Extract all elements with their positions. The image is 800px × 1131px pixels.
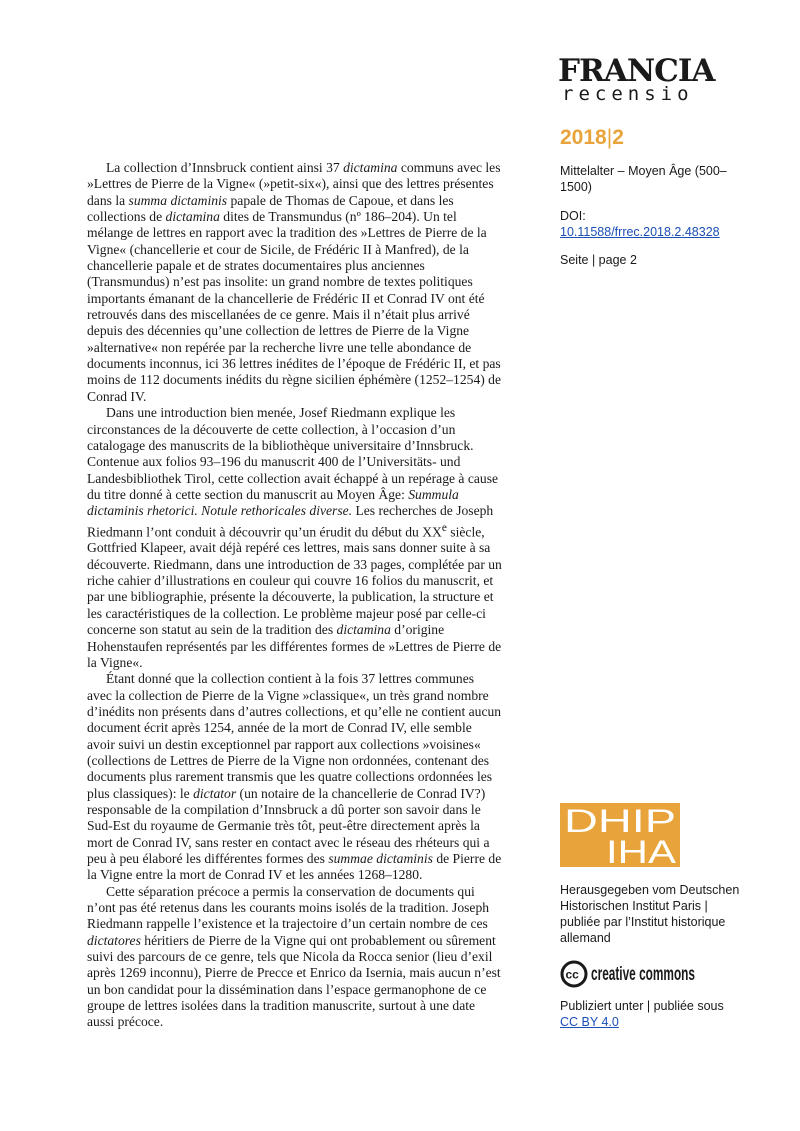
dhi-logo-top: DHIP bbox=[564, 803, 676, 839]
publisher-note: Herausgegeben vom Deutschen Historischen Institut Paris | publiée par l’Institut historique allemand bbox=[560, 883, 740, 945]
paragraph-3: Étant donné que la collection contient à la fois 37 lettres communes avec la collection de Pierre de la Vigne »classique«, un très grand nombre d’inédits non présents dans d’autres collections, et qu’elle ne contient aucun document écrit après 1254, année de la mort de Conrad IV, elle semble avoir suivi un destin exceptionnel par rapport aux collections »voisines« (collections de Lettres de Pierre de la Vigne non ordonnées, contenant des documents plus rarement transmis que les quatre collections ordonnées les plus classiques): le dictator (un notaire de la chancellerie de Conrad IV?) responsable de la compilation d’Innsbruck a dû porter son savoir dans le Sud-Est du royaume de Germanie très tôt, peut-être directement après la mort de Conrad IV, sans rester en contact avec le réseau des rhéteurs qui a peu à peu élaboré les différentes formes des summae dictaminis de Pierre de la Vigne entre la mort de Conrad IV et les années 1268–1280. bbox=[87, 671, 502, 883]
doi-block bbox=[560, 208, 735, 240]
license-link[interactable]: CC BY 4.0 bbox=[560, 1015, 619, 1029]
creative-commons-logo bbox=[560, 956, 700, 992]
issue-year: 2018 bbox=[560, 126, 607, 149]
period-label: Mittelalter – Moyen Âge (500–1500) bbox=[560, 164, 727, 194]
license-block bbox=[560, 998, 735, 1030]
doi-link[interactable]: 10.11588/frrec.2018.2.48328 bbox=[560, 225, 720, 239]
issue-num: 2 bbox=[612, 126, 624, 149]
paragraph-1: La collection d’Innsbruck contient ainsi 37 dictamina communs avec les »Lettres de Pierre de la Vigne« (»petit-six«), ainsi que des lettres présentes dans la summa dictaminis papale de Thomas de Capoue, et dans les collections de dictamina dites de Transmundus (nº 186–204). Un tel mélange de lettres en rapport avec la tradition des »Lettres de Pierre de la Vigne« (chancellerie et cour de Sicile, de Frédéric II à Manfred), de la chancellerie papale et de strates documentaires plus anciennes (Transmundus) n’est pas insolite: un grand nombre de textes politiques importants émanant de la chancellerie de Frédéric II et Conrad IV ont été retrouvés dans des miscellanées de ce genre. Mais il n’était plus arrivé depuis des décennies qu’une collection de lettres de Pierre de la Vigne »alternative« non repérée par la recherche livre une telle abondance de documents inconnus, ici 36 lettres inédites de l’époque de Frédéric II, et pas moins de 112 documents inédits du règne sicilien éphémère (1252–1254) de Conrad IV. bbox=[87, 160, 502, 404]
logo-francia-text: FRANCIA bbox=[558, 53, 715, 89]
issue-number bbox=[560, 126, 624, 150]
dhi-logo-bottom: IHA bbox=[606, 834, 677, 870]
paragraph-4: Cette séparation précoce a permis la conservation de documents qui n’ont pas été retenus dans les courants moins isolés de la tradition. Joseph Riedmann rappelle l’existence et la trajectoire d’un certain nombre de ces dictatores héritiers de Pierre de la Vigne qui ont probablement ou sûrement suivi des parcours de ce genre, tels que Nicola da Rocca senior (lieu d’exil après 1269 inconnu), Pierre de Precce et Enrico da Isernia, mais aucun n’est un bon candidat pour la dissémination dans l’espace germanophone de ce groupe de lettres isolées dans la tradition manuscrite, surtout à une date aussi précoce. bbox=[87, 883, 501, 1030]
logo-recensio-text: recensio bbox=[562, 83, 694, 105]
license-text: Publiziert unter | publiée sous bbox=[560, 999, 724, 1013]
cc-logo-text: creative commons bbox=[591, 964, 695, 985]
page-number: Seite | page 2 bbox=[560, 253, 637, 267]
dhi-iha-logo bbox=[560, 803, 680, 870]
paragraph-2: Dans une introduction bien menée, Josef Riedmann explique les circonstances de la découverte de cette collection, à l’occasion d’un catalogage des manuscrits de la bibliothèque universitaire d’Innsbruck. Contenue aux folios 93–196 du manuscrit 400 de l’Universitäts- und Landesbibliothek Tirol, cette collection avait échappé à un repérage à cause du titre donné à cette section du manuscrit au Moyen Âge: Summula dictaminis rhetorici. Notule rethoricales diverse. Les recherches de Joseph Riedmann l’ont conduit à découvrir qu’un érudit du début du XXe siècle, Gottfried Klapeer, avait déjà repéré ces lettres, mais sans donner suite à sa découverte. Riedmann, dans une introduction de 33 pages, complétée par un riche cahier d’illustrations en couleur qui couvre 16 folios du manuscrit, et par une bibliographie, présente la découverte, la publication, la structure et les caractéristiques de la collection. Le problème majeur posé par celle-ci concerne son statut au sein de la tradition des dictamina d’origine Hohenstaufen représentés par les différentes formes de »Lettres de Pierre de la Vigne«. bbox=[87, 405, 502, 670]
francia-recensio-logo bbox=[558, 53, 718, 105]
issue-separator: | bbox=[606, 126, 613, 149]
svg-text:cc: cc bbox=[565, 967, 579, 982]
article-body bbox=[87, 160, 502, 1031]
doi-label: DOI: bbox=[560, 209, 586, 223]
